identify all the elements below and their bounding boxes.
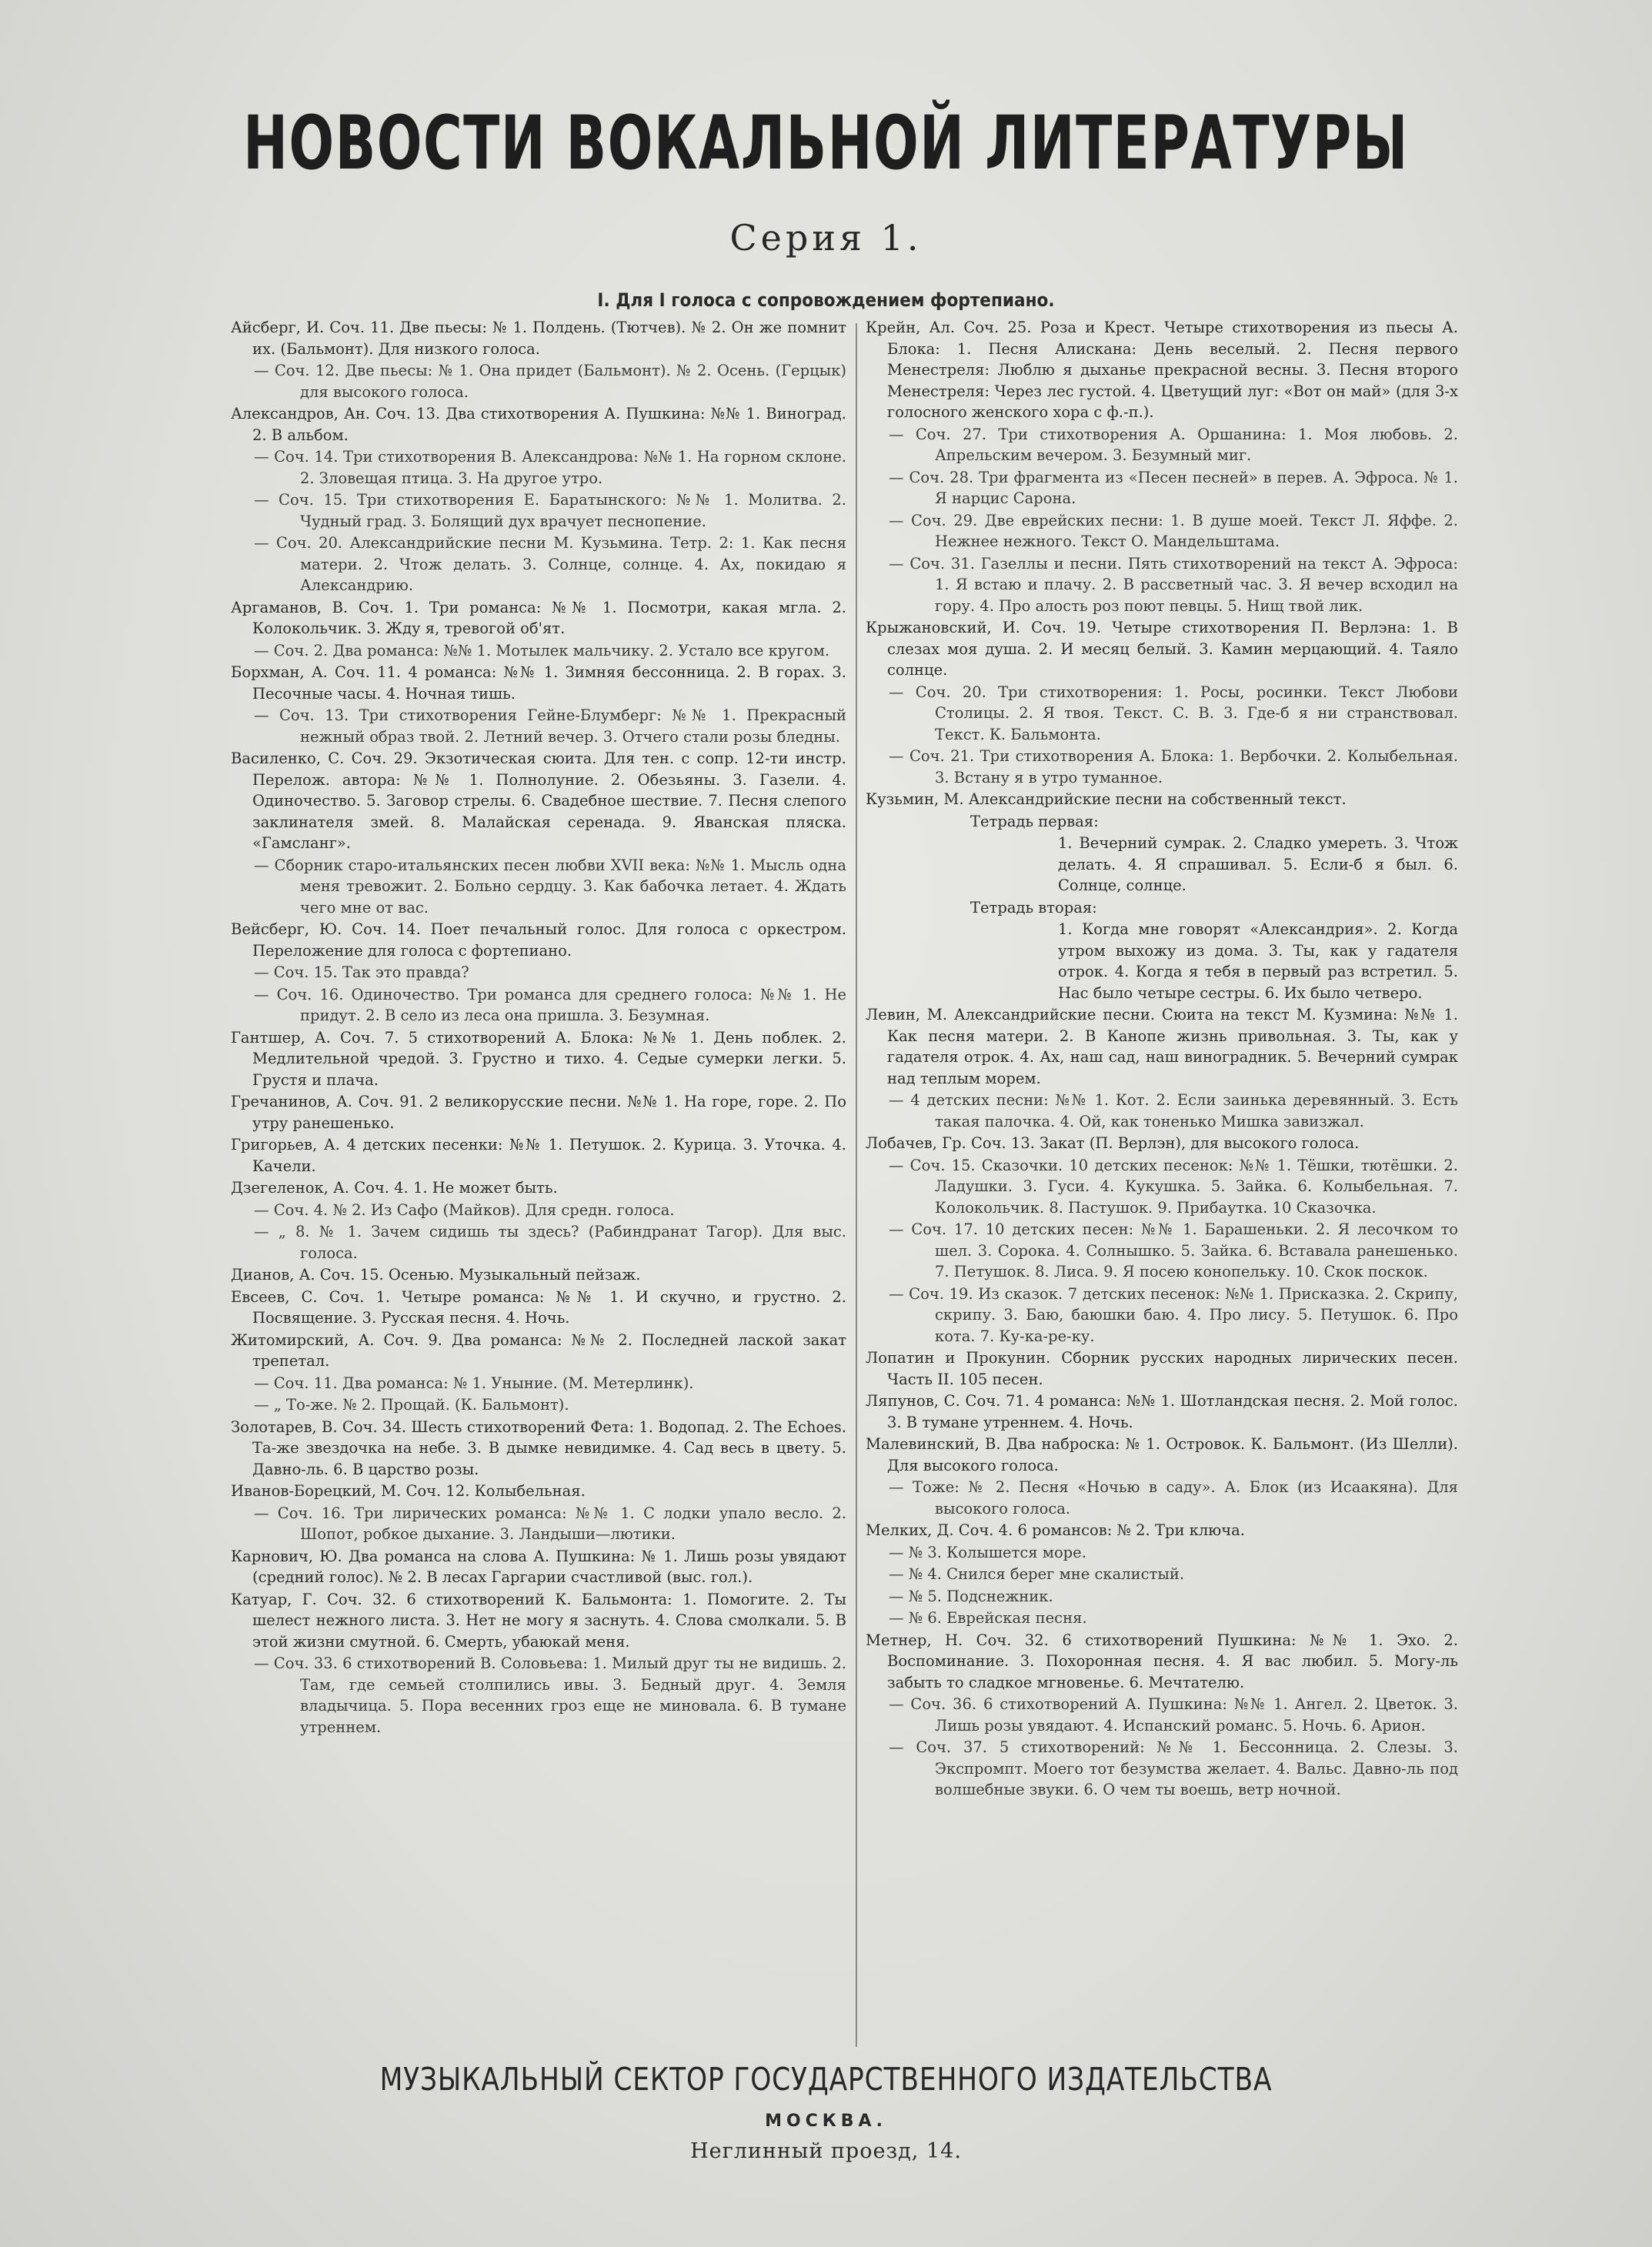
catalog-entry: Лобачев, Гр. Соч. 13. Закат (П. Верлэн), для высокого голоса. — [866, 1134, 1360, 1152]
catalog-entry: Малевинский, В. Два наброска: № 1. Островок. К. Бальмонт. (Из Шелли). Для высокого голоса. — [866, 1435, 1458, 1474]
catalog-entry: — Соч. 14. Три стихотворения В. Александрова: №№ 1. На горном склоне. 2. Зловещая птица. 3. На другое утро. — [254, 448, 846, 487]
catalog-entry: — Соч. 15. Сказочки. 10 детских песенок: №№ 1. Тёшки, тютёшки. 2. Ладушки. 3. Гуси. 4. Кукушка. 5. Зайка. 6. Колыбельная. 7. Колокольчик. 8. Пастушок. 9. Прибаутка. 10 Сказочка. — [889, 1156, 1458, 1217]
series-label: Серия 1. — [729, 217, 923, 259]
publisher-address: Неглинный проезд, 14. — [690, 2139, 962, 2163]
catalog-entry: 1. Когда мне говорят «Александрия». 2. Когда утром выхожу из дома. 3. Ты, как у гадателя отрок. 4. Когда я тебя в первый раз встретил. 5. Нас было четыре сестры. 6. Их было четверо. — [1058, 920, 1458, 1002]
catalog-entry: Катуар, Г. Соч. 32. 6 стихотворений К. Бальмонта: 1. Помогите. 2. Ты шелест нежного листа. 3. Нет не могу я заснуть. 4. Слова смолкали. 5. В этой жизни смутной. 6. Смерть, убаюкай меня. — [231, 1590, 846, 1651]
catalog-entry: — Соч. 33. 6 стихотворений В. Соловьева: 1. Милый друг ты не видишь. 2. Там, где семьей столпились ивы. 3. Бедный друг. 4. Земля владычица. 5. Пора весенних гроз еще не миновала. 6. В тумане утреннем. — [254, 1654, 846, 1736]
catalog-entry: — Соч. 17. 10 детских песен: №№ 1. Барашеньки. 2. Я лесочком то шел. 3. Сорока. 4. Солнышко. 5. Зайка. 6. Вставала ранешенько. 7. Петушок. 8. Лиса. 9. Я посею конопельку. 10. Скок поскок. — [889, 1220, 1458, 1280]
catalog-entry: — Соч. 27. Три стихотворения А. Оршанина: 1. Моя любовь. 2. Апрельским вечером. 3. Безумный миг. — [889, 425, 1458, 464]
catalog-entry: — № 5. Подснежник. — [889, 1587, 1053, 1605]
publisher-name: МУЗЫКАЛЬНЫЙ СЕКТОР ГОСУДАРСТВЕННОГО ИЗДАТЕЛЬСТВА — [379, 2061, 1273, 2098]
catalog-entry: Василенко, С. Соч. 29. Экзотическая сюита. Для тен. с сопр. 12-ти инстр. Перелож. автора: №№ 1. Полнолуние. 2. Обезьяны. 3. Газели. 4. Одиночество. 5. Заговор стрелы. 6. Свадебное шествие. 7. Песня слепого заклинателя змей. 8. Малайская серенада. 9. Яванская пляска. «Гамсланг». — [231, 750, 846, 852]
catalog-entry: — Соч. 12. Две пьесы: № 1. Она придет (Бальмонт). № 2. Осень. (Герцык) для высокого голоса. — [254, 362, 846, 401]
catalog-entry: Метнер, Н. Соч. 32. 6 стихотворений Пушкина: №№ 1. Эхо. 2. Воспоминание. 3. Похоронная песня. 4. Я вас любил. 5. Могу-ль забыть то сладкое мгновенье. 6. Мечтателю. — [866, 1631, 1458, 1691]
right-column — [866, 317, 1458, 2048]
catalog-entry: — „ То-же. № 2. Прощай. (К. Бальмонт). — [254, 1396, 569, 1414]
catalog-entry: — Соч. 16. Одиночество. Три романса для среднего голоса: №№ 1. Не придут. 2. В село из леса она пришла. 3. Безумная. — [254, 985, 846, 1024]
catalog-entry: — 4 детских песни: №№ 1. Кот. 2. Если заинька деревянный. 3. Есть такая палочка. 4. Ой, как тоненько Мишка завизжал. — [889, 1091, 1458, 1130]
catalog-entry: Тетрадь вторая: — [970, 898, 1097, 916]
catalog-entry: Левин, М. Александрийские песни. Сюита на текст М. Кузмина: №№ 1. Как песня матери. 2. В Канопе жизнь привольная. 3. Ты, как у гадателя отрок. 4. Ах, наш сад, наш виноградник. 5. Вечерний сумрак над теплым морем. — [866, 1006, 1458, 1087]
catalog-entry: — Тоже: № 2. Песня «Ночью в саду». А. Блок (из Исаакяна). Для высокого голоса. — [889, 1478, 1458, 1517]
catalog-entry: Гантшер, А. Соч. 7. 5 стихотворений А. Блока: №№ 1. День поблек. 2. Медлительной чредой. 3. Грустно и тихо. 4. Седые сумерки легки. 5. Грустя и плача. — [231, 1028, 846, 1089]
catalog-entry: — № 6. Еврейская песня. — [889, 1609, 1087, 1627]
left-column — [231, 317, 846, 2048]
catalog-entry: — Соч. 28. Три фрагмента из «Песен песней» в перев. А. Эфроса. № 1. Я нарцис Сарона. — [889, 468, 1458, 507]
catalog-entry: Айсберг, И. Соч. 11. Две пьесы: № 1. Полдень. (Тютчев). № 2. Он же помнит их. (Бальмонт). Для низкого голоса. — [231, 319, 846, 358]
column-divider — [856, 323, 857, 2047]
catalog-entry: — № 3. Колышется море. — [889, 1543, 1086, 1561]
catalog-entry: Золотарев, В. Соч. 34. Шесть стихотворений Фета: 1. Водопад. 2. The Echoes. Та-же звездочка на небе. 3. В дымке невидимке. 4. Сад весь в цвету. 5. Давно-ль. 6. В царство розы. — [231, 1417, 846, 1478]
catalog-entry: — Соч. 37. 5 стихотворений: №№ 1. Бессонница. 2. Слезы. 3. Экспромпт. Моего тот безумства желает. 4. Вальс. Давно-ль под волшебные звуки. 6. О чем ты воешь, ветр ночной. — [889, 1738, 1458, 1798]
catalog-entry: Григорьев, А. 4 детских песенки: №№ 1. Петушок. 2. Курица. 3. Уточка. 4. Качели. — [231, 1136, 846, 1175]
catalog-entry: Иванов-Борецкий, М. Соч. 12. Колыбельная. — [231, 1482, 586, 1500]
catalog-entry: Крейн, Ал. Соч. 25. Роза и Крест. Четыре стихотворения из пьесы А. Блока: 1. Песня Алискана: День веселый. 2. Песня первого Менестреля: Люблю я дыханье прекрасной весны. 3. Песня второго Менестреля: Через лес густой. 4. Цветущий луг: «Вот он май» (для 3-х голосного женского хора с ф.-п.). — [866, 319, 1458, 421]
catalog-entry: Евсеев, С. Соч. 1. Четыре романса: №№ 1. И скучно, и грустно. 2. Посвящение. 3. Русская песня. 4. Ночь. — [231, 1287, 846, 1327]
catalog-entry: Дзегеленок, А. Соч. 4. 1. Не может быть. — [231, 1179, 558, 1197]
catalog-entry: Вейсберг, Ю. Соч. 14. Поет печальный голос. Для голоса с оркестром. Переложение для голоса с фортепиано. — [231, 920, 846, 960]
catalog-entry: — Соч. 21. Три стихотворения А. Блока: 1. Вербочки. 2. Колыбельная. 3. Встану я в утро туманное. — [889, 747, 1458, 786]
catalog-entry: Лопатин и Прокунин. Сборник русских народных лирических песен. Часть II. 105 песен. — [866, 1349, 1458, 1388]
catalog-entry: Борхман, А. Соч. 11. 4 романса: №№ 1. Зимняя бессонница. 2. В горах. 3. Песочные часы. 4. Ночная тишь. — [231, 663, 846, 703]
catalog-entry: Александров, Ан. Соч. 13. Два стихотворения А. Пушкина: №№ 1. Виноград. 2. В альбом. — [231, 405, 846, 444]
catalog-entry: Житомирский, А. Соч. 9. Два романса: №№ 2. Последней лаской закат трепетал. — [231, 1331, 846, 1370]
catalog-entry: Ляпунов, С. Соч. 71. 4 романса: №№ 1. Шотландская песня. 2. Мой голос. 3. В тумане утреннем. 4. Ночь. — [866, 1392, 1458, 1431]
catalog-entry: 1. Вечерний сумрак. 2. Сладко умереть. 3. Чтож делать. 4. Я спрашивал. 5. Если-б я был. 6. Солнце, солнце. — [1058, 834, 1458, 894]
catalog-entry: — Соч. 15. Так это правда? — [254, 963, 469, 981]
catalog-entry: — Соч. 20. Александрийские песни М. Кузьмина. Тетр. 2: 1. Как песня матери. 2. Чтож делать. 3. Солнце, солнце. 4. Ах, покидаю я Александрию. — [254, 534, 846, 594]
catalog-entry: — Соч. 15. Три стихотворения Е. Баратынского: №№ 1. Молитва. 2. Чудный град. 3. Болящий дух врачует песнопение. — [254, 491, 846, 530]
catalog-entry: Кузьмин, М. Александрийские песни на собственный текст. — [866, 790, 1347, 808]
catalog-entry: — Сборник старо-итальянских песен любви XVII века: №№ 1. Мысль одна меня тревожит. 2. Больно сердцу. 3. Как бабочка летает. 4. Ждать чего мне от вас. — [254, 856, 846, 916]
page-title: НОВОСТИ ВОКАЛЬНОЙ ЛИТЕРАТУРЫ — [243, 100, 1409, 186]
catalog-entry: — Соч. 36. 6 стихотворений А. Пушкина: №№ 1. Ангел. 2. Цветок. 3. Лишь розы увядают. 4. Испанский романс. 5. Ночь. 6. Арион. — [889, 1695, 1458, 1734]
catalog-entry: Мелких, Д. Соч. 4. 6 романсов: № 2. Три ключа. — [866, 1521, 1245, 1539]
catalog-entry: — Соч. 29. Две еврейских песни: 1. В душе моей. Текст Л. Яффе. 2. Нежнее нежного. Текст О. Мандельштама. — [889, 511, 1458, 550]
catalog-entry: — Соч. 2. Два романса: №№ 1. Мотылек мальчику. 2. Устало все кругом. — [254, 641, 830, 659]
catalog-entry: Дианов, А. Соч. 15. Осенью. Музыкальный пейзаж. — [231, 1266, 641, 1284]
catalog-entry: Тетрадь первая: — [970, 812, 1099, 830]
catalog-entry: — Соч. 16. Три лирических романса: №№ 1. С лодки упало весло. 2. Шопот, робкое дыхание. 3. Ландыши—лютики. — [254, 1504, 846, 1543]
catalog-entry: — Соч. 13. Три стихотворения Гейне-Блумберг: №№ 1. Прекрасный нежный образ твой. 2. Летний вечер. 3. Отчего стали розы бледны. — [254, 706, 846, 746]
catalog-entry: — Соч. 19. Из сказок. 7 детских песенок: №№ 1. Присказка. 2. Скрипу, скрипу. 3. Баю, баюшки баю. 4. Про лису. 5. Петушок. 6. Про кота. 7. Ку-ка-ре-ку. — [889, 1284, 1458, 1345]
catalog-entry: — № 4. Снился берег мне скалистый. — [889, 1565, 1185, 1583]
catalog-entry: — Соч. 11. Два романса: № 1. Уныние. (М. Метерлинк). — [254, 1374, 694, 1392]
catalog-entry: Аргаманов, В. Соч. 1. Три романса: №№ 1. Посмотри, какая мгла. 2. Колокольчик. 3. Жду я, тревогой об'ят. — [231, 598, 846, 637]
catalog-entry: — „ 8. № 1. Зачем сидишь ты здесь? (Рабиндранат Тагор). Для выс. голоса. — [254, 1223, 846, 1262]
publisher-city: МОСКВА. — [765, 2112, 887, 2131]
catalog-entry: Гречанинов, А. Соч. 91. 2 великорусские песни. №№ 1. На горе, горе. 2. По утру ранешенько. — [231, 1093, 846, 1132]
catalog-entry: — Соч. 20. Три стихотворения: 1. Росы, росинки. Текст Любови Столицы. 2. Я твоя. Текст. С. В. 3. Где-б я ни странствовал. Текст. К. Бальмонта. — [889, 683, 1458, 743]
catalog-entry: Крыжановский, И. Соч. 19. Четыре стихотворения П. Верлэна: 1. В слезах моя душа. 2. И месяц белый. 3. Камин мерцающий. 4. Таяло солнце. — [866, 619, 1458, 679]
catalog-entry: Карнович, Ю. Два романса на слова А. Пушкина: № 1. Лишь розы увядают (средний голос). № 2. В лесах Гаргарии счастливой (выс. гол.). — [231, 1547, 846, 1586]
section-heading: I. Для I голоса с сопровождением фортепиано. — [597, 289, 1055, 311]
catalog-entry: — Соч. 31. Газеллы и песни. Пять стихотворений на текст А. Эфроса: 1. Я встаю и плачу. 2. В рассветный час. 3. Я вечер всходил на гору. 4. Про алость роз поют певцы. 5. Нищ твой лик. — [889, 554, 1458, 615]
catalog-entry: — Соч. 4. № 2. Из Сафо (Майков). Для средн. голоса. — [254, 1200, 675, 1219]
